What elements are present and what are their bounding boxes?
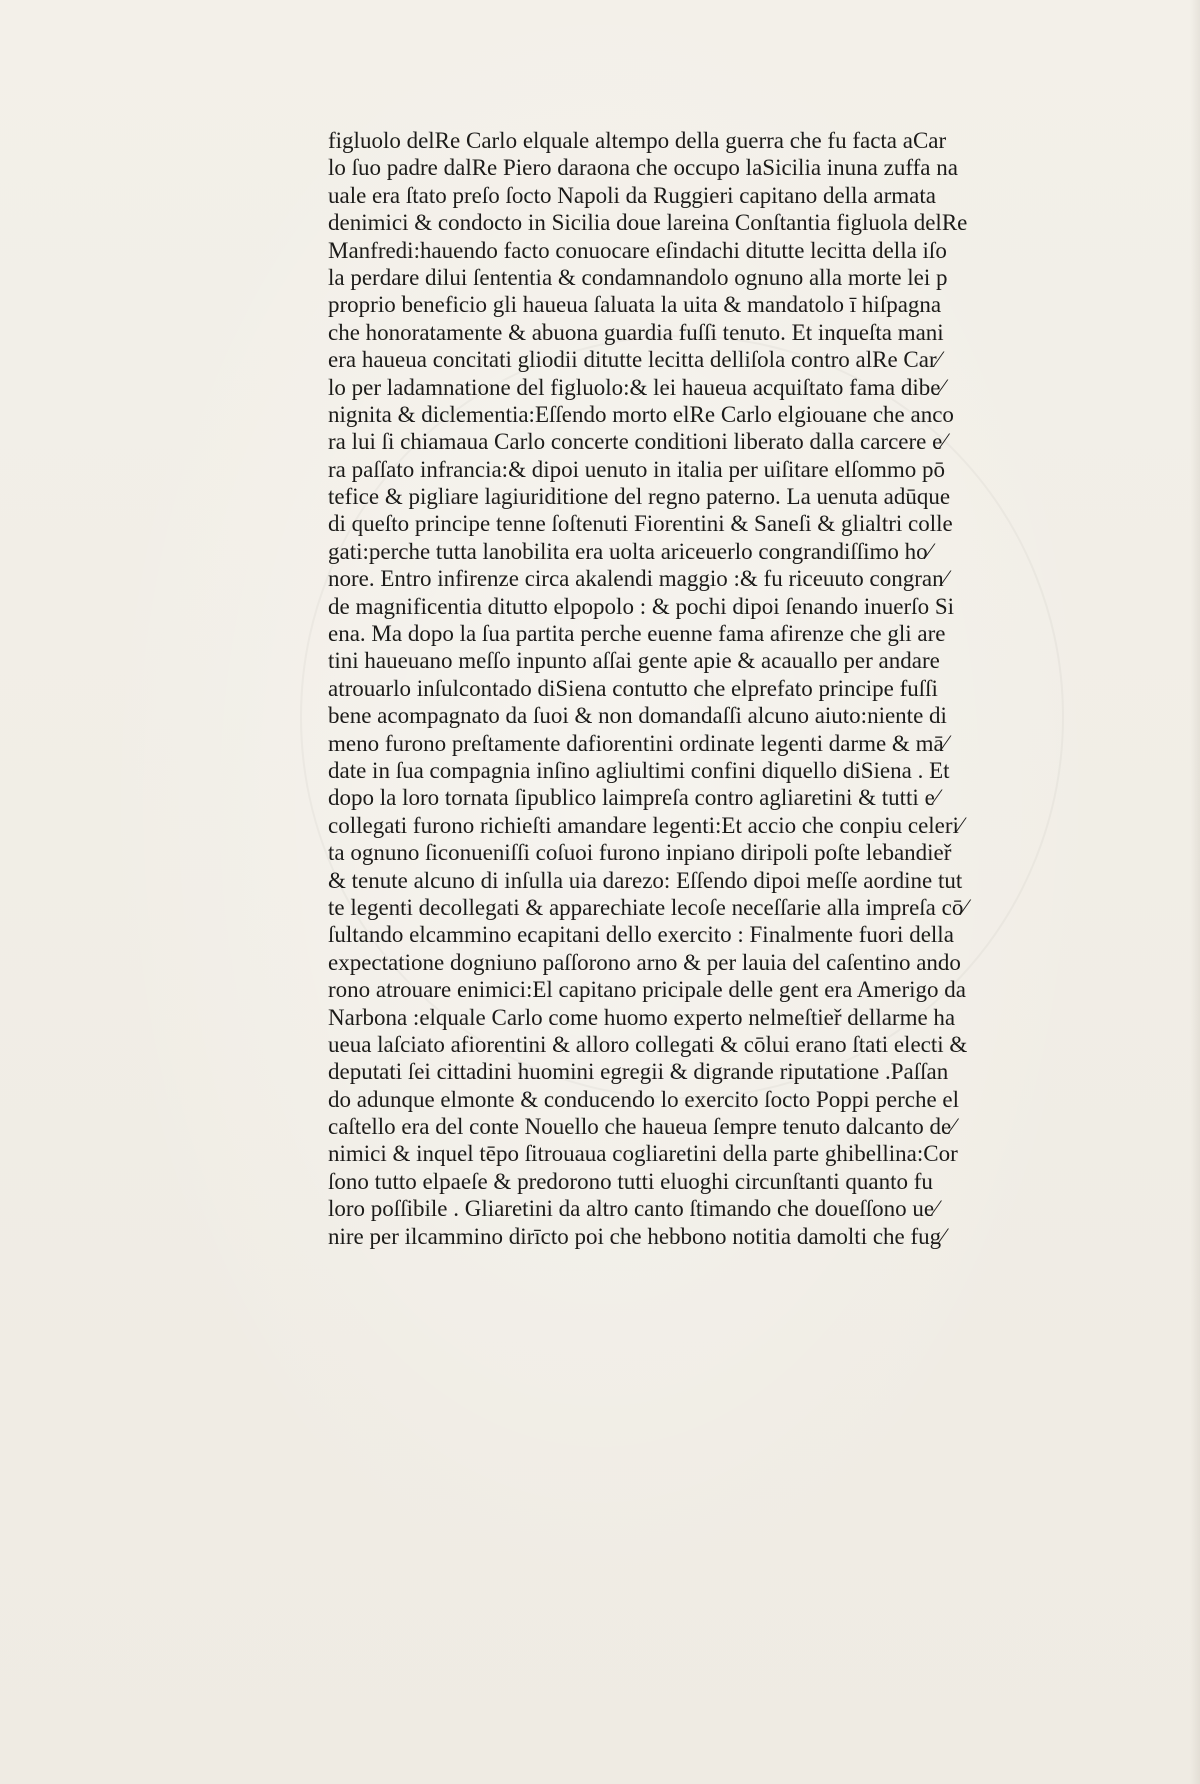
text-line: ueua laſciato afiorentini & alloro collegati & cōlui erano ſtati electi &	[328, 1031, 968, 1057]
text-line: lo ſuo padre dalRe Piero daraona che occupo laSicilia inuna zuffa na	[328, 155, 958, 181]
text-line: uale era ſtato preſo ſocto Napoli da Ruggieri capitano della armata	[328, 182, 936, 208]
text-line: & tenute alcuno di inſulla uia darezo: Eſſendo dipoi meſſe aordine tut	[328, 867, 963, 893]
text-line: ena. Ma dopo la ſua partita perche euenne fama afirenze che gli are	[328, 621, 946, 647]
page-edge-shadow	[1190, 0, 1200, 1784]
text-line: do adunque elmonte & conducendo lo exercito ſocto Poppi perche el	[328, 1086, 960, 1112]
text-line: la perdare dilui ſententia & condamnandolo ognuno alla morte lei p	[328, 264, 948, 290]
text-line: di queſto principe tenne ſoſtenuti Fiorentini & Saneſi & glialtri colle	[328, 511, 953, 537]
text-line: ta ognuno ſiconueniſſi coſuoi furono inpiano diripoli poſte lebandieř	[328, 840, 952, 866]
text-line: ſono tutto elpaeſe & predorono tutti eluoghi circunſtanti quanto fu	[328, 1168, 933, 1194]
text-line: nire per ilcammino dirīcto poi che hebbono notitia damolti che fug⁄	[328, 1223, 946, 1249]
text-line: denimici & condocto in Sicilia doue lareina Conſtantia figluola delRe	[328, 210, 968, 236]
printed-text-block	[328, 127, 1088, 1250]
text-line: collegati furono richieſti amandare legenti:Et accio che conpiu celeri⁄	[328, 812, 963, 838]
text-line: ra lui ſi chiamaua Carlo concerte conditioni liberato dalla carcere e⁄	[328, 429, 947, 455]
text-line: tini haueuano meſſo inpunto aſſai gente apie & acauallo per andare	[328, 648, 940, 674]
text-line: era haueua concitati gliodii ditutte lecitta delliſola contro alRe Car⁄	[328, 347, 941, 373]
text-line: Narbona :elquale Carlo come huomo experto nelmeſtieř dellarme ha	[328, 1004, 956, 1030]
text-line: nimici & inquel tēpo ſitrouaua cogliaretini della parte ghibellina:Cor	[328, 1141, 958, 1167]
text-line: ſultando elcammino ecapitani dello exercito : Finalmente fuori della	[328, 922, 954, 948]
text-line: caſtello era del conte Nouello che haueua ſempre tenuto dalcanto de⁄	[328, 1114, 956, 1140]
text-line: figluolo delRe Carlo elquale altempo della guerra che fu facta aCar	[328, 128, 947, 153]
text-line: ra paſſato infrancia:& dipoi uenuto in italia per uiſitare elſommo pō	[328, 456, 945, 482]
text-line: gati:perche tutta lanobilita era uolta ariceuerlo congrandiſſimo ho⁄	[328, 538, 932, 564]
text-line: Manfredi:hauendo facto conuocare eſindachi ditutte lecitta della iſo	[328, 237, 947, 263]
text-line: che honoratamente & abuona guardia fuſſi tenuto. Et inqueſta mani	[328, 319, 944, 345]
text-line: date in ſua compagnia inſino agliultimi confini diquello diSiena . Et	[328, 757, 950, 783]
text-line: tefice & pigliare lagiuriditione del regno paterno. La uenuta adūque	[328, 484, 951, 510]
text-line: te legenti decollegati & apparechiate lecoſe neceſſarie alla impreſa cō⁄	[328, 894, 968, 920]
text-line: bene acompagnato da ſuoi & non domandaſſi alcuno aiuto:niente di	[328, 703, 947, 729]
text-line: loro poſſibile . Gliaretini da altro canto ſtimando che doueſſono ue⁄	[328, 1196, 938, 1222]
text-line: nore. Entro infirenze circa akalendi maggio :& fu riceuuto congran⁄	[328, 566, 948, 592]
text-line: meno furono preſtamente dafiorentini ordinate legenti darme & mā⁄	[328, 730, 948, 756]
text-line: de magnificentia ditutto elpopolo : & pochi dipoi ſenando inuerſo Si	[328, 593, 954, 619]
text-line: nignita & diclementia:Eſſendo morto elRe Carlo elgiouane che anco	[328, 401, 954, 427]
text-line: dopo la loro tornata ſipublico laimpreſa contro agliaretini & tutti e⁄	[328, 785, 939, 811]
text-line: lo per ladamnatione del figluolo:& lei haueua acquiſtato fama dibe⁄	[328, 374, 945, 400]
text-line: rono atrouare enimici:El capitano pricipale delle gent era Amerigo da	[328, 977, 966, 1003]
text-line: expectatione dogniuno paſſorono arno & per lauia del caſentino ando	[328, 949, 961, 975]
text-line: atrouarlo inſulcontado diSiena contutto che elprefato principe fuſſi	[328, 675, 938, 701]
text-line: deputati ſei cittadini huomini egregii & digrande riputatione .Paſſan	[328, 1059, 949, 1085]
text-line: proprio beneficio gli haueua ſaluata la uita & mandatolo ī hiſpagna	[328, 292, 942, 318]
